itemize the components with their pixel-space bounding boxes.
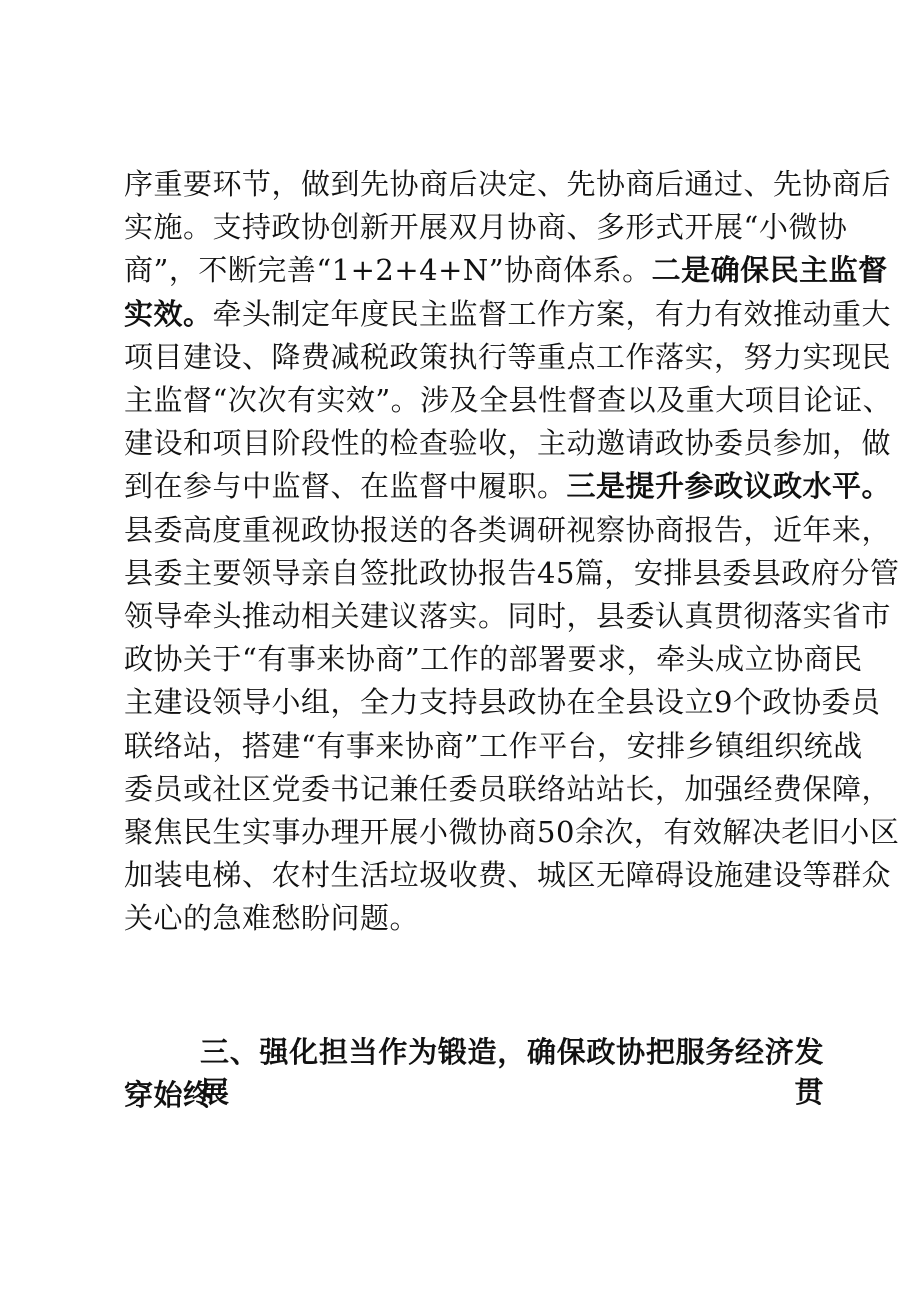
paragraph-line: [124, 423, 892, 463]
paragraph-line: [124, 164, 892, 204]
paragraph-line: [124, 466, 892, 506]
text-run: 关心的急难愁盼问题。: [124, 901, 420, 936]
text-run: 实施。支持政协创新开展双月协商、多形式开展“小微协: [124, 210, 848, 245]
paragraph-line: [124, 250, 888, 290]
paragraph-line: [124, 553, 900, 593]
paragraph-line: [124, 337, 892, 377]
text-run: 到在参与中监督、在监督中履职。: [124, 469, 567, 504]
paragraph-line: [124, 207, 848, 247]
text-run: 序重要环节，做到先协商后决定、先协商后通过、先协商后: [124, 167, 892, 201]
paragraph-line: [124, 726, 863, 766]
paragraph-line: [124, 380, 893, 420]
bold-phrase: 三是提升参政议政水平。: [566, 469, 892, 504]
paragraph-line: [124, 898, 419, 938]
paragraph-line: [124, 855, 892, 895]
paragraph-line: [124, 769, 892, 809]
text-run: 主建设领导小组，全力支持县政协在全县设立9个政协委员: [124, 685, 881, 720]
paragraph-line: [124, 812, 900, 852]
text-run: 县委高度重视政协报送的各类调研视察协商报告，近年来，: [124, 512, 892, 547]
text-run: 加装电梯、农村生活垃圾收费、城区无障碍设施建设等群众: [124, 858, 892, 893]
text-run: 聚焦民生实事办理开展小微协商50余次，有效解决老旧小区: [124, 815, 900, 849]
text-run: 领导牵头推动相关建议落实。同时，县委认真贯彻落实省市: [124, 599, 892, 633]
bold-phrase: 二是确保民主监督: [651, 253, 888, 288]
text-run: 委员或社区党委书记兼任委员联络站站长，加强经费保障，: [124, 771, 892, 806]
section-heading-line-2: 穿始终: [124, 1078, 213, 1112]
paragraph-line: [124, 294, 892, 334]
paragraph-line: [124, 639, 863, 679]
paragraph-line: [124, 510, 892, 550]
text-run: 联络站，搭建“有事来协商”工作平台，安排乡镇组织统战: [124, 728, 863, 763]
text-run: 政协关于“有事来协商”工作的部署要求，牵头成立协商民: [124, 642, 863, 677]
text-run: 项目建设、降费减税政策执行等重点工作落实，努力实现民: [124, 339, 892, 374]
text-run: 牵头制定年度民主监督工作方案，有力有效推动重大: [212, 296, 892, 331]
text-run: 主监督“次次有实效”。涉及全县性督查以及重大项目论证、: [124, 383, 893, 417]
text-run: 县委主要领导亲自签批政协报告45篇，安排县委县政府分管: [124, 555, 900, 590]
paragraph-line: [124, 596, 892, 636]
bold-phrase: 实效。: [124, 296, 213, 331]
paragraph-line: [124, 682, 881, 722]
text-run: 建设和项目阶段性的检查验收，主动邀请政协委员参加，做: [124, 426, 892, 461]
text-run: 商”，不断完善“1+2+4+N”协商体系。: [124, 253, 652, 288]
section-heading-line-1: 三、强化担当作为锻造，确保政协把服务经济发展贯: [200, 1035, 824, 1109]
